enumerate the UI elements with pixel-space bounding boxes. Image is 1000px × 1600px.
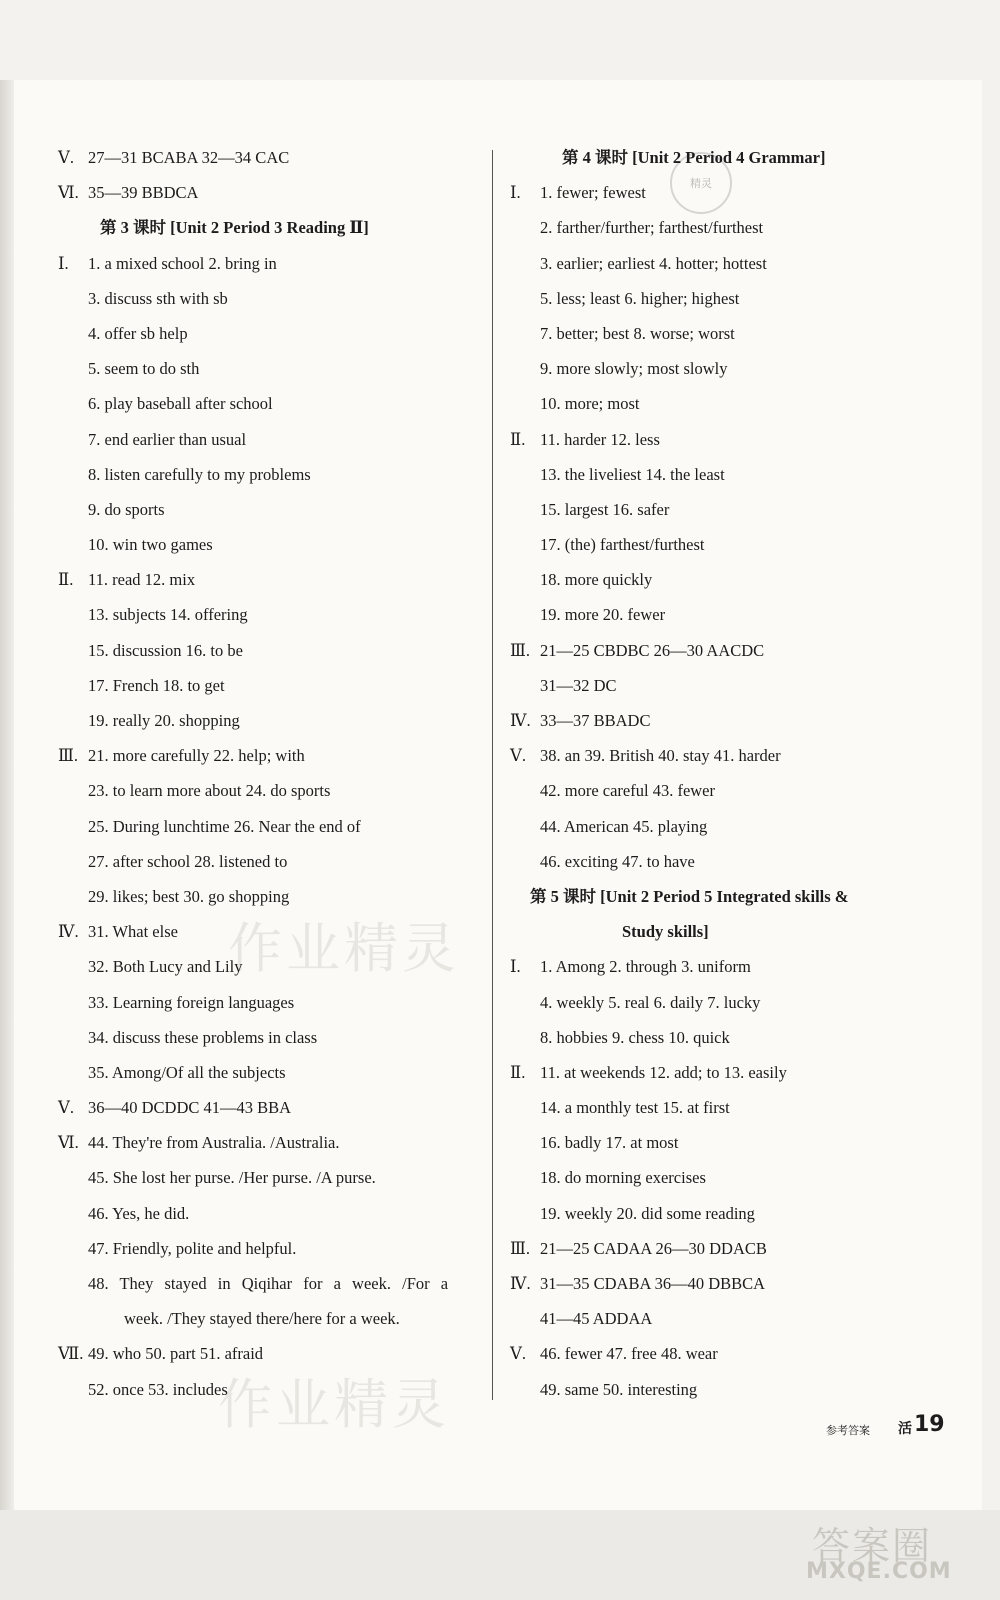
answer-line <box>510 1090 950 1125</box>
answer-text: 42. more careful 43. fewer <box>540 781 715 801</box>
site-logo-url: MXQE.COM <box>806 1559 952 1584</box>
answer-line <box>510 316 950 351</box>
answer-text: 1. a mixed school 2. bring in <box>88 253 277 273</box>
answer-line <box>510 562 950 597</box>
answer-text: 5. seem to do sth <box>88 359 200 379</box>
answer-line <box>510 386 950 421</box>
answer-text: 27—31 BCABA 32—34 CAC <box>88 148 290 167</box>
section-number: Ⅴ. <box>58 148 75 167</box>
answer-text: 19. really 20. shopping <box>88 711 240 730</box>
section-number: Ⅲ. <box>510 640 531 660</box>
section-heading: 第 3 课时 [Unit 2 Period 3 Reading Ⅱ] <box>100 218 369 238</box>
answer-line <box>510 703 950 738</box>
answer-line <box>58 457 498 492</box>
answer-text: 4. offer sb help <box>88 323 188 343</box>
answer-line <box>510 1266 950 1301</box>
section-number: Ⅴ. <box>510 1344 527 1364</box>
answer-text: 7. end earlier than usual <box>88 429 247 449</box>
answer-text: 1. fewer; fewest <box>540 183 646 203</box>
answer-text: 21. more carefully 22. help; with <box>88 746 305 766</box>
answer-line <box>58 773 498 808</box>
answer-line <box>58 1266 498 1301</box>
section-heading: 第 4 课时 [Unit 2 Period 4 Grammar] <box>562 148 826 167</box>
answer-line <box>510 1020 950 1055</box>
answer-line <box>510 1231 950 1266</box>
section-number: Ⅶ. <box>58 1344 84 1364</box>
answer-text: 44. They're from Australia. /Australia. <box>88 1133 340 1153</box>
answer-line <box>510 1055 950 1090</box>
answer-line <box>510 422 950 457</box>
answer-line <box>510 633 950 668</box>
right-answer-column <box>510 140 950 1407</box>
answer-text: 31. What else <box>88 922 178 942</box>
answer-text: 13. subjects 14. offering <box>88 605 248 625</box>
answer-line <box>510 738 950 773</box>
answer-text: 1. Among 2. through 3. uniform <box>540 957 751 977</box>
section-number: Ⅱ. <box>510 1062 526 1082</box>
answer-line <box>58 738 498 773</box>
answer-text: 7. better; best 8. worse; worst <box>540 323 735 343</box>
answer-line <box>510 1301 950 1336</box>
answer-line <box>58 1160 498 1195</box>
section-number: Ⅰ. <box>510 183 521 203</box>
section-heading: 第 5 课时 [Unit 2 Period 5 Integrated skills & <box>530 886 849 906</box>
answer-line <box>58 1090 498 1125</box>
answer-text: 23. to learn more about 24. do sports <box>88 781 331 801</box>
answer-text: 17. French 18. to get <box>88 675 225 695</box>
answer-text: 9. do sports <box>88 499 165 519</box>
answer-text: 45. She lost her purse. /Her purse. /A purse. <box>88 1168 376 1188</box>
answer-text: 44. American 45. playing <box>540 816 708 836</box>
answer-text: 3. earlier; earliest 4. hotter; hottest <box>540 253 767 273</box>
answer-text: 11. at weekends 12. add; to 13. easily <box>540 1062 787 1082</box>
answer-line <box>510 246 950 281</box>
answer-line <box>510 773 950 808</box>
section-number: Ⅰ. <box>510 957 521 977</box>
answer-text: 46. exciting 47. to have <box>540 851 695 871</box>
answer-line <box>510 597 950 632</box>
answer-text: 17. (the) farthest/furthest <box>540 535 705 555</box>
answer-line <box>58 175 498 210</box>
answer-line <box>58 597 498 632</box>
section-number: Ⅱ. <box>510 429 526 449</box>
answer-line <box>510 809 950 844</box>
answer-line <box>510 985 950 1020</box>
answer-line <box>510 668 950 703</box>
answer-line <box>510 457 950 492</box>
answer-text: 21—25 CADAA 26—30 DDACB <box>540 1238 767 1258</box>
answer-text: 15. discussion 16. to be <box>88 640 243 660</box>
answer-line <box>58 1055 498 1090</box>
section-number: Ⅱ. <box>58 570 74 590</box>
answer-text: 34. discuss these problems in class <box>88 1027 318 1047</box>
answer-text: 31—32 DC <box>540 675 617 695</box>
answer-line <box>58 1336 498 1371</box>
page-edge-shadow <box>0 80 14 1510</box>
answer-text: 49. same 50. interesting <box>540 1379 698 1399</box>
answer-text: 47. Friendly, polite and helpful. <box>88 1238 297 1258</box>
answer-line <box>58 914 498 949</box>
answer-text: 35—39 BBDCA <box>88 183 199 203</box>
answer-text: 49. who 50. part 51. afraid <box>88 1344 264 1364</box>
answer-line <box>510 1336 950 1371</box>
answer-text: week. /They stayed there/here for a week. <box>124 1309 400 1329</box>
answer-line <box>58 1196 498 1231</box>
answer-line <box>58 246 498 281</box>
site-logo <box>806 1515 986 1595</box>
answer-text: 29. likes; best 30. go shopping <box>88 886 290 906</box>
watermark: 作业精灵 <box>218 1373 450 1436</box>
answer-text: 46. fewer 47. free 48. wear <box>540 1344 718 1364</box>
answer-line <box>58 668 498 703</box>
answer-line <box>510 175 950 210</box>
answer-line <box>58 844 498 879</box>
answer-line <box>510 1196 950 1231</box>
left-answer-column <box>58 140 498 1407</box>
answer-text: 18. more quickly <box>540 570 653 590</box>
answer-line <box>58 1231 498 1266</box>
answer-text: 6. play baseball after school <box>88 394 273 414</box>
answer-text: 19. weekly 20. did some reading <box>540 1203 755 1223</box>
answer-text: 36—40 DCDDC 41—43 BBA <box>88 1098 292 1118</box>
answer-text: 10. win two games <box>88 535 213 555</box>
answer-text: 13. the liveliest 14. the least <box>540 464 725 484</box>
answer-text: 3. discuss sth with sb <box>88 288 228 308</box>
page-number: 19 <box>914 1412 945 1437</box>
answer-text: 2. farther/further; farthest/furthest <box>540 218 764 238</box>
answer-text: 46. Yes, he did. <box>88 1203 190 1223</box>
answer-line <box>510 210 950 245</box>
answer-text: 9. more slowly; most slowly <box>540 359 728 379</box>
answer-text: 38. an 39. British 40. stay 41. harder <box>540 746 781 766</box>
section-number: Ⅳ. <box>510 711 531 730</box>
answer-text: 16. badly 17. at most <box>540 1133 679 1153</box>
watermark: 作业精灵 <box>228 917 460 980</box>
answer-text: 5. less; least 6. higher; highest <box>540 288 740 308</box>
watermark-stamp: 精灵 <box>670 152 732 214</box>
answer-line <box>58 422 498 457</box>
answer-line <box>58 1020 498 1055</box>
section-number: Ⅳ. <box>58 922 79 942</box>
answer-line <box>510 844 950 879</box>
answer-line <box>58 879 498 914</box>
answer-line <box>58 140 498 175</box>
answer-line <box>510 1125 950 1160</box>
answer-line <box>58 1372 498 1407</box>
answer-line <box>510 949 950 984</box>
answer-line <box>510 1160 950 1195</box>
answer-text: 21—25 CBDBC 26—30 AACDC <box>540 640 765 660</box>
answer-text: 15. largest 16. safer <box>540 499 670 519</box>
answer-text: 41—45 ADDAA <box>540 1309 653 1329</box>
answer-text: 52. once 53. includes <box>88 1379 228 1399</box>
answer-line <box>58 562 498 597</box>
answer-line <box>58 949 498 984</box>
answer-line <box>58 492 498 527</box>
answer-line <box>58 281 498 316</box>
section-number: Ⅰ. <box>58 253 69 273</box>
answer-text: 25. During lunchtime 26. Near the end of <box>88 816 361 836</box>
section-heading: Study skills] <box>622 922 709 942</box>
section-number: Ⅴ. <box>58 1098 75 1118</box>
answer-text: 11. harder 12. less <box>540 429 660 449</box>
answer-text: 31—35 CDABA 36—40 DBBCA <box>540 1274 766 1293</box>
answer-line <box>510 492 950 527</box>
answer-text: 32. Both Lucy and Lily <box>88 957 243 977</box>
answer-line <box>58 985 498 1020</box>
answer-text: 14. a monthly test 15. at first <box>540 1098 730 1118</box>
footer-prefix: 活 <box>898 1421 912 1437</box>
section-number: Ⅲ. <box>510 1238 531 1258</box>
section-number: Ⅵ. <box>58 1133 79 1153</box>
section-number: Ⅴ. <box>510 746 527 766</box>
answer-text: 10. more; most <box>540 394 640 414</box>
answer-text: 8. hobbies 9. chess 10. quick <box>540 1027 730 1047</box>
answer-line <box>58 703 498 738</box>
answer-text: 19. more 20. fewer <box>540 605 666 625</box>
answer-line <box>58 1301 498 1336</box>
section-number: Ⅵ. <box>58 183 79 203</box>
answer-text: 18. do morning exercises <box>540 1168 706 1188</box>
footer-label: 参考答案 <box>826 1424 870 1437</box>
answer-line <box>58 809 498 844</box>
answer-line <box>58 1125 498 1160</box>
answer-line <box>58 386 498 421</box>
answer-text: 11. read 12. mix <box>88 570 196 590</box>
answer-text: 35. Among/Of all the subjects <box>88 1062 286 1082</box>
section-number: Ⅲ. <box>58 746 79 766</box>
answer-text: 33. Learning foreign languages <box>88 992 295 1012</box>
section-number: Ⅳ. <box>510 1274 531 1293</box>
answer-line <box>58 633 498 668</box>
answer-text: 33—37 BBADC <box>540 711 651 730</box>
answer-line <box>510 527 950 562</box>
answer-line <box>510 1372 950 1407</box>
answer-line <box>58 351 498 386</box>
site-logo-text: 答案圈 <box>812 1524 933 1568</box>
answer-line <box>510 351 950 386</box>
answer-line <box>510 281 950 316</box>
answer-text: 48. They stayed in Qiqihar for a week. /For a <box>88 1274 449 1293</box>
answer-line <box>58 316 498 351</box>
answer-line <box>58 527 498 562</box>
answer-text: 8. listen carefully to my problems <box>88 464 311 484</box>
answer-text: 27. after school 28. listened to <box>88 851 288 871</box>
answer-text: 4. weekly 5. real 6. daily 7. lucky <box>540 992 761 1012</box>
